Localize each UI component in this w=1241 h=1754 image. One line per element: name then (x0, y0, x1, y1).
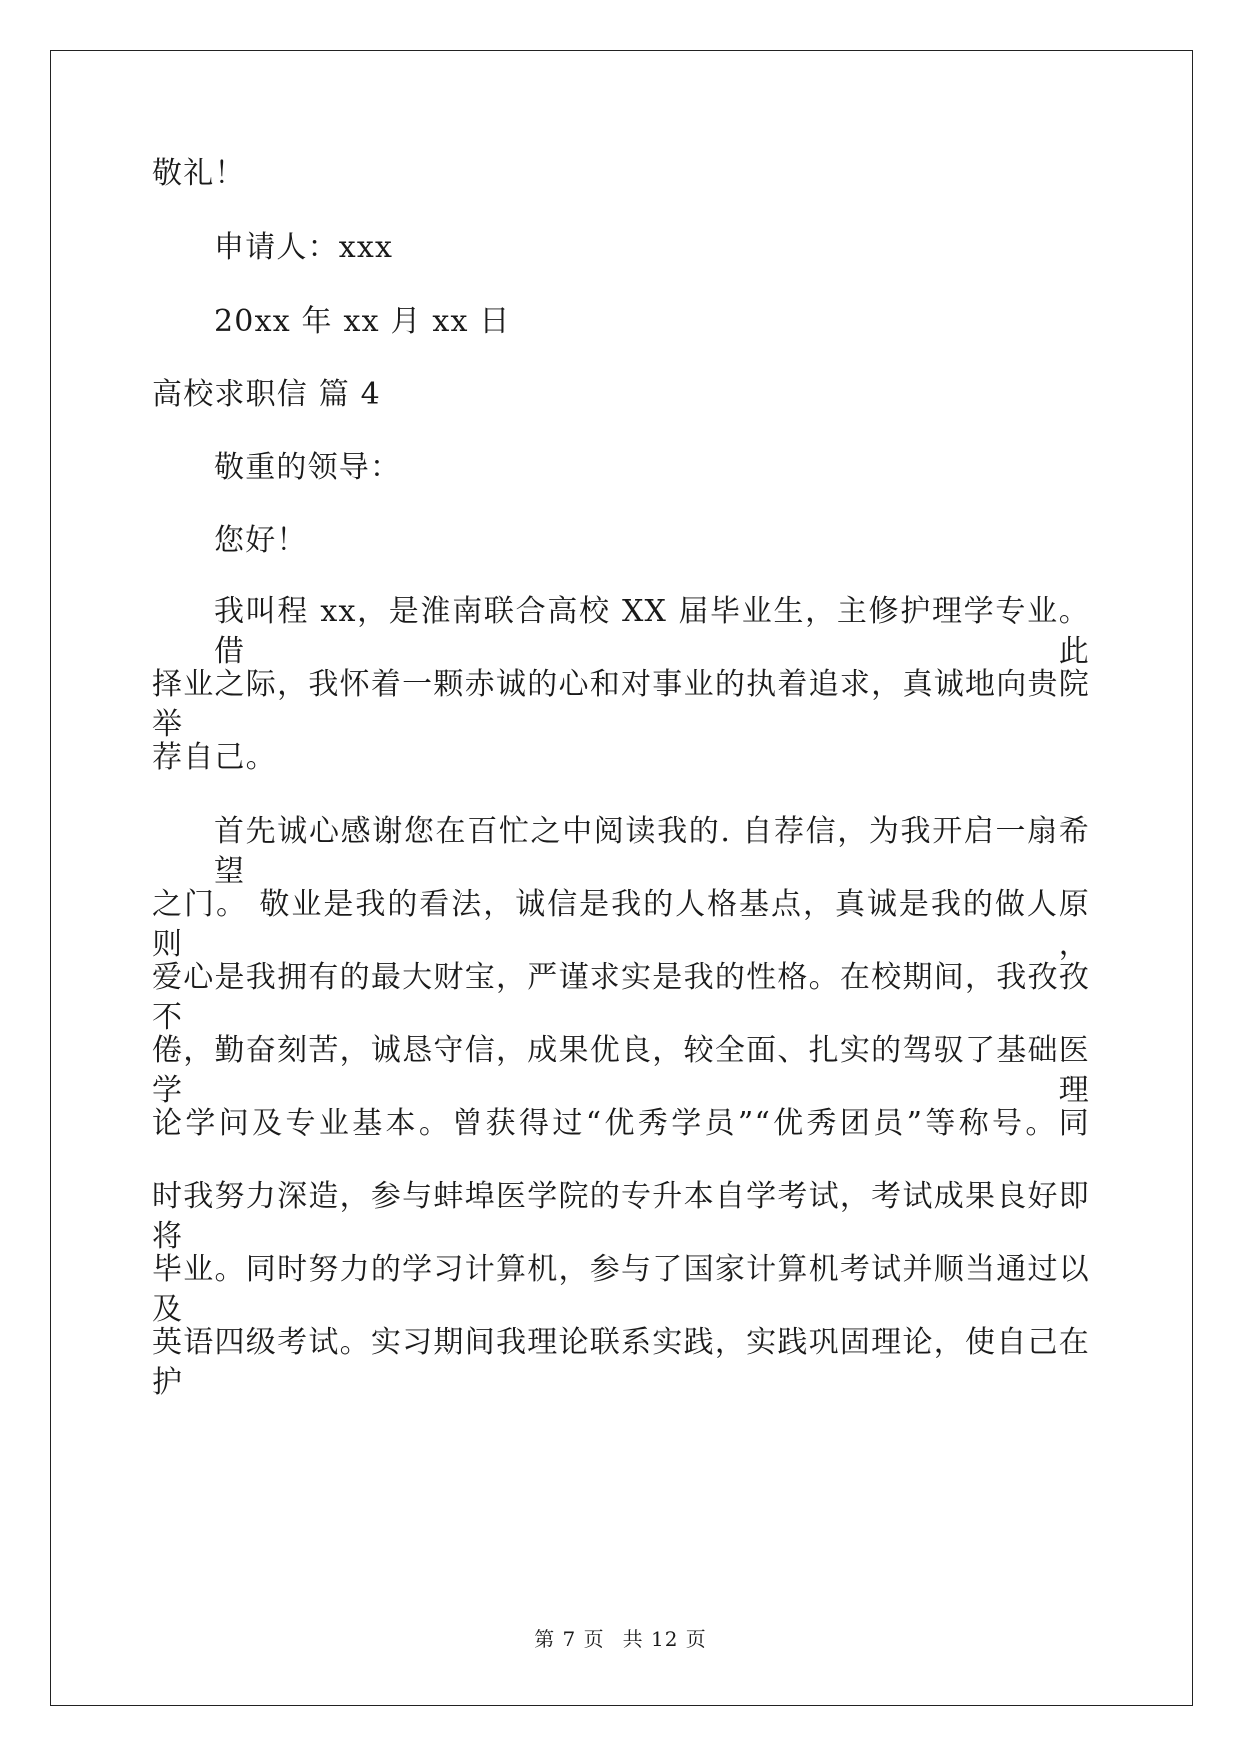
paragraph-line: 择业之际，我怀着一颗赤诚的心和对事业的执着追求，真诚地向贵院举 (152, 667, 1090, 742)
date-line: 20xx 年 xx 月 xx 日 (214, 304, 511, 339)
closing-salutation: 敬礼！ (152, 156, 246, 191)
paragraph-line: 毕业。同时努力的学习计算机，参与了国家计算机考试并顺当通过以及 (152, 1252, 1090, 1327)
page-footer (0, 1627, 1241, 1651)
paragraph-line: 我叫程 xx，是淮南联合高校 XX 届毕业生，主修护理学专业。借此 (214, 594, 1090, 669)
paragraph-line: 英语四级考试。实习期间我理论联系实践，实践巩固理论，使自己在护 (152, 1325, 1090, 1400)
paragraph-line: 爱心是我拥有的最大财宝，严谨求实是我的性格。在校期间，我孜孜不 (152, 960, 1090, 1035)
greeting-line: 敬重的领导： (214, 450, 402, 485)
paragraph-line: 首先诚心感谢您在百忙之中阅读我的. 自荐信，为我开启一扇希望 (214, 814, 1090, 889)
paragraph-line: 论学问及专业基本。曾获得过“优秀学员”“优秀团员”等称号。同 (152, 1106, 1090, 1141)
applicant-line: 申请人：xxx (214, 230, 394, 265)
paragraph-line: 时我努力深造，参与蚌埠医学院的专升本自学考试，考试成果良好即将 (152, 1179, 1090, 1254)
section-heading: 高校求职信 篇 4 (152, 377, 381, 412)
page-total: 共 12 页 (622, 1627, 707, 1651)
hello-line: 您好！ (214, 523, 308, 558)
paragraph-line: 荐自己。 (152, 740, 277, 775)
paragraph-line: 倦，勤奋刻苦，诚恳守信，成果优良，较全面、扎实的驾驭了基础医学理 (152, 1033, 1090, 1108)
page-number: 第 7 页 (534, 1627, 605, 1651)
paragraph-line: 之门。 敬业是我的看法，诚信是我的人格基点，真诚是我的做人原则， (152, 887, 1090, 962)
